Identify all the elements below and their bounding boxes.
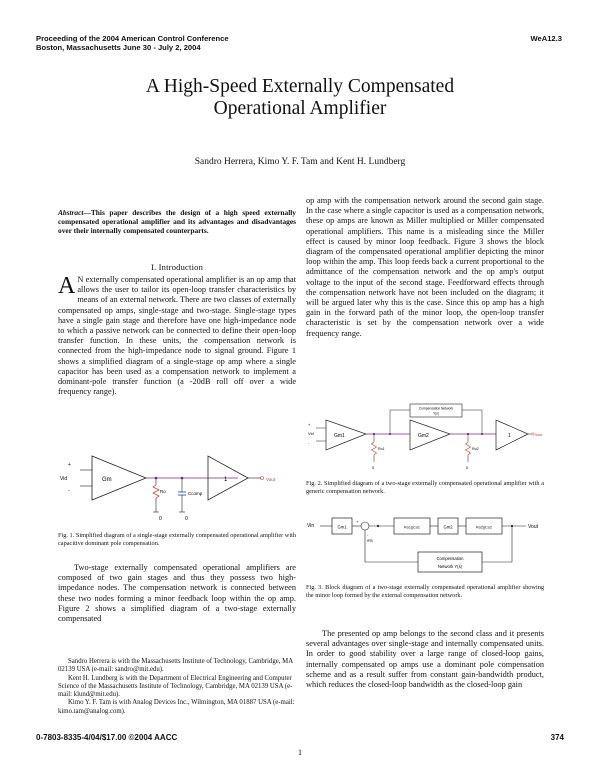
- fig3-net-line-2: Network Y(s): [437, 564, 463, 569]
- col2-para-2: The presented op amp belongs to the second class and it presents several advantages over single-stage and internally compensated units. In order to good stability over a large range of closed-loop gains, internally compensated op amps use a dominant pole compensation scheme and as a result suffer from constant gain-bandwidth product, which reduces the closed-loop bandwidth as the closed-loop gain: [306, 629, 544, 690]
- footnote-3: Kimo Y. F. Tam is with Analog Devices Inc., Wilmington, MA 01887 USA (e-mail: kimo.tam@analog.com).: [58, 699, 295, 715]
- fig1-ccomp: Ccomp: [188, 491, 203, 496]
- footnotes: [58, 658, 296, 716]
- fig2-buffer-gain: 1: [508, 433, 511, 439]
- ro-resistor: [153, 485, 159, 498]
- gm1-amplifier-symbol: [326, 420, 366, 450]
- gm-amplifier-symbol: [92, 456, 146, 500]
- abstract-text: —This paper describes the design of a high speed externally compensated operational amplifier and its advantages and disadvantages over their internally compensated counterparts.: [58, 208, 296, 235]
- fig2-buffer-symbol: [496, 420, 528, 450]
- intro-para-1-text: N externally compensated operational amplifier is an op amp that allows the user to tailor its open-loop transfer characteristics by means of an external network. There are two classes of externally compensated op amps, single-stage and two-stage. Single-stage types have a single gain stage and therefore have one high-impedance node to which a passive network can be connected to define their open-loop transfer function. In these units, the compensation network is connected from the high-impedance node to signal ground. Figure 1 shows a simplified diagram of a single-stage op amp where a single capacitor has been used as a compensation network to implement a dominant-pole transfer function (a -20dB roll off over a wide frequency range).: [58, 275, 296, 397]
- fig2-plus: +: [308, 422, 311, 427]
- drop-cap: A: [58, 273, 76, 299]
- fig2-ro2: Ro2: [472, 447, 479, 451]
- fig3-ifb: IFB: [367, 539, 373, 543]
- fig3-vin: Vin: [307, 523, 315, 529]
- fig3-vout: Vout: [528, 524, 539, 530]
- fig3-net-line-1: Compensation: [436, 556, 464, 561]
- conference-location: Boston, Massachusetts June 30 - July 2, 2004: [36, 43, 201, 52]
- fig2-gm1: Gm1: [334, 433, 345, 439]
- page-number-right: 374: [550, 733, 564, 742]
- ro1-resistor: [372, 442, 377, 455]
- authors: Sandro Herrera, Kimo Y. F. Tam and Kent H. Lundberg: [194, 157, 406, 167]
- figure-2-caption: Fig. 2. Simplified diagram of a two-stage externally compensated operational amplifier with a generic compensation network.: [306, 480, 544, 495]
- fig1-plus: +: [68, 462, 71, 468]
- fig3-compensation-block: [418, 552, 482, 572]
- fig2-network-line-1: Compensation Network: [418, 406, 454, 411]
- fig3-minus: -: [367, 532, 369, 537]
- fig2-ro1: Ro1: [378, 447, 385, 451]
- fig2-network-line-2: Y(s): [432, 411, 440, 416]
- ro2-resistor: [466, 442, 471, 455]
- fig1-ro: Ro: [160, 489, 166, 494]
- fig3-summing-junction: [361, 522, 369, 530]
- fig2-gnd-1: 0: [372, 465, 375, 470]
- conference-name: Proceeding of the 2004 American Control Conference: [36, 34, 229, 43]
- session-code: WeA12.3: [530, 34, 562, 43]
- intro-para-1: [58, 275, 296, 397]
- title-line-2: Operational Amplifier: [213, 98, 387, 119]
- col2-para-1: op amp with the compensation network around the second gain stage. In the case where a single capacitor is used as a compensation network, these op amps are known as Miller multiplied or Miller compensated operational amplifiers. This name is a misleading since the Miller effect is caused by minor loop feedback. Figure 3 shows the block diagram of the compensated operational amplifier depicting the minor loop within the amp. This loop feeds back a current proportional to the admittance of the compensation network and the op amp's output voltage to the input of the second stage. Feedforward effects through the compensation network have not been included on the diagram; it will be argued later why this is the case. Since this op amp has a high gain in the forward path of the minor loop, the open-loop transfer characteristic is set by the compensation network over a wide frequency range.: [306, 196, 544, 338]
- footnote-1: Sandro Herrera is with the Massachusetts Institute of Technology, Cambridge, MA 02139 USA (e-mail: sandro@mit.edu).: [58, 658, 293, 674]
- fig1-gnd-1: 0: [159, 516, 162, 522]
- fig1-gnd-2: 0: [185, 516, 188, 522]
- fig2-gm2: Gm2: [418, 433, 429, 439]
- fig3-r1: Ro1||Co1: [404, 525, 420, 530]
- fig1-buffer-gain: 1: [224, 477, 228, 483]
- figure-2-diagram: [306, 400, 544, 474]
- intro-para-2: Two-stage externally compensated operational amplifiers are composed of two gain stages and thus they possess two high-impedance nodes. The compensation network is connected between these two nodes forming a minor feedback loop within the op amp. Figure 2 shows a simplified diagram of a two-stage externally compensated: [58, 563, 296, 624]
- fig1-vout: Vout: [266, 477, 276, 482]
- fig2-gnd-2: 0: [466, 465, 469, 470]
- paper-title: [0, 76, 600, 120]
- fig1-vid: Vid: [60, 476, 68, 482]
- figure-1-caption: Fig. 1. Simplified diagram of a single-stage externally compensated operational amplifier with capacitive dominant pole compensation.: [58, 532, 296, 547]
- abstract: [58, 208, 296, 235]
- fig2-vid: Vid: [308, 431, 314, 436]
- fig2-minus: -: [308, 440, 310, 445]
- fig3-plus: +: [356, 519, 359, 524]
- fig3-g2: Gm2: [443, 524, 453, 530]
- abstract-label: Abstract: [58, 208, 84, 217]
- fig2-vout: Vout: [535, 433, 543, 437]
- title-line-1: A High-Speed Externally Compensated: [145, 76, 455, 97]
- section-heading: I. Introduction: [150, 262, 204, 272]
- fig3-r2: Ro2||Co2: [476, 525, 492, 530]
- figure-3-caption: Fig. 3. Block diagram of a two-stage externally compensated operational amplifier showing the minor loop formed by the external compensation network.: [306, 584, 544, 599]
- fig1-minus: -: [68, 488, 70, 494]
- gm2-amplifier-symbol: [410, 420, 450, 450]
- isbn-line: 0-7803-8335-4/04/$17.00 ©2004 AACC: [36, 733, 178, 742]
- footnote-2: Kent H. Lundberg is with the Department of Electrical Engineering and Computer Science of the Massachusetts Institute of Technology, Cambridge, MA 02139 USA (e-mail: klund@mit.edu).: [58, 674, 293, 699]
- figure-1-diagram: [58, 452, 296, 524]
- fig1-gm: Gm: [102, 477, 112, 483]
- figure-3-diagram: [306, 512, 544, 578]
- conference-header: [36, 34, 229, 52]
- fig3-g1: Gm1: [337, 524, 347, 530]
- page-number-center: 1: [297, 747, 303, 757]
